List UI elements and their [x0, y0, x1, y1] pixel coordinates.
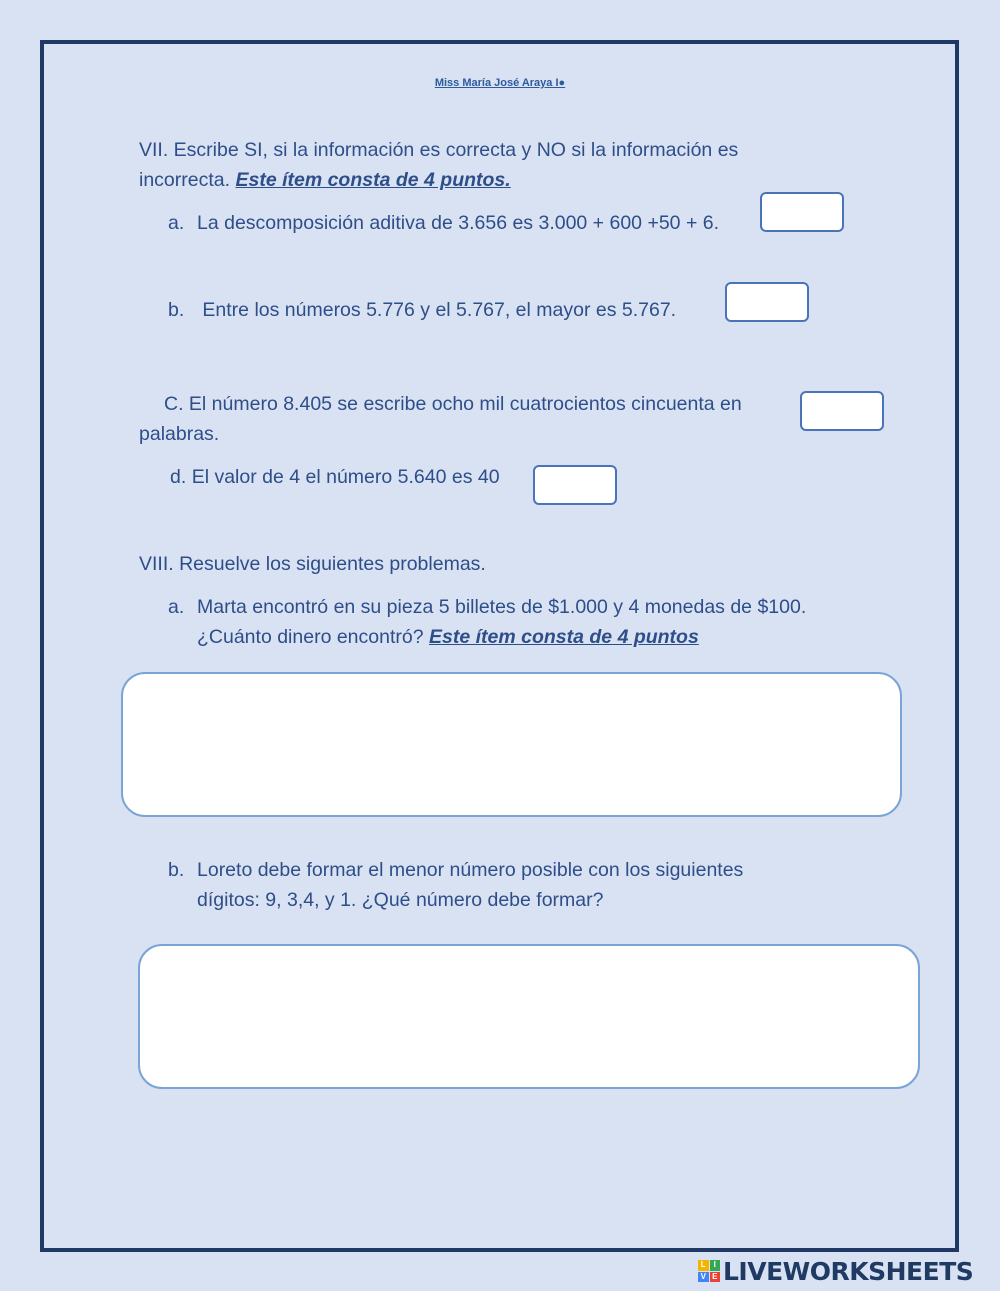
problem-b-marker: b. [168, 859, 185, 881]
problem-a-line2 [197, 622, 699, 652]
section-vii-title: VII. Escribe SI, si la información es correcta y NO si la información es [139, 139, 739, 161]
problem-b-answer-area[interactable] [138, 944, 920, 1089]
problem-b-text: Loreto debe formar el menor número posible con los siguientes [197, 859, 744, 881]
item-a-text: La descomposición aditiva de 3.656 es 3.000 + 600 +50 + 6. [197, 212, 720, 234]
logo-letter-v: V [698, 1272, 709, 1283]
item-b-answer-box[interactable] [725, 282, 809, 322]
item-b-marker: b. [168, 299, 185, 321]
item-d [170, 462, 500, 492]
problem-a-answer-area[interactable] [121, 672, 902, 817]
problem-b-line2: dígitos: 9, 3,4, y 1. ¿Qué número debe formar? [197, 889, 604, 911]
item-c-answer-box[interactable] [800, 391, 884, 431]
liveworksheets-logo [698, 1257, 973, 1285]
item-d-text: El valor de 4 el número 5.640 es 40 [191, 466, 500, 488]
item-a [168, 208, 719, 238]
problem-a-marker: a. [168, 596, 185, 618]
logo-text: LIVEWORKSHEETS [723, 1256, 974, 1286]
item-b-text: Entre los números 5.776 y el 5.767, el mayor es 5.767. [197, 299, 677, 321]
problem-b-line1 [168, 855, 743, 885]
item-c-marker: C. [164, 393, 184, 415]
logo-icon [698, 1260, 720, 1282]
section-vii-title-continued [139, 165, 511, 195]
item-d-answer-box[interactable] [533, 465, 617, 505]
item-d-marker: d. [170, 466, 187, 488]
logo-letter-l: L [698, 1260, 709, 1271]
problem-a-question: ¿Cuánto dinero encontró? [197, 626, 424, 648]
problem-a-line1 [168, 592, 806, 622]
item-c-text-line2: palabras. [139, 423, 220, 445]
logo-letter-e: E [710, 1272, 721, 1283]
section-vii-title-end: incorrecta. [139, 169, 231, 191]
problem-a-text: Marta encontró en su pieza 5 billetes de $1.000 y 4 monedas de $100. [197, 596, 807, 618]
logo-letter-i: I [710, 1260, 721, 1271]
item-c-text: El número 8.405 se escribe ocho mil cuatrocientos cincuenta en [188, 393, 742, 415]
problem-a-points-note: Este ítem consta de 4 puntos [429, 626, 699, 648]
item-a-answer-box[interactable] [760, 192, 844, 232]
section-vii-points-note: Este ítem consta de 4 puntos. [235, 169, 511, 191]
item-b [168, 295, 676, 325]
section-viii-title: VIII. Resuelve los siguientes problemas. [139, 553, 486, 575]
item-c [164, 389, 742, 419]
author-header: Miss María José Araya I● [434, 77, 566, 89]
item-a-marker: a. [168, 212, 185, 234]
